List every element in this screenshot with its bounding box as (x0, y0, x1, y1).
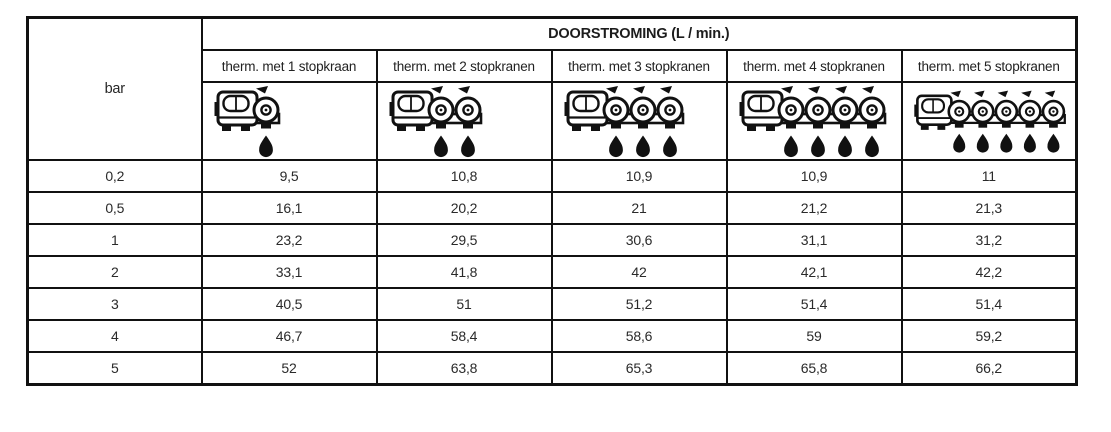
table-row-bar-1 (28, 224, 1077, 256)
flow-value: 42 (552, 256, 727, 288)
flow-value: 10,8 (377, 160, 552, 192)
column-header-therm-1: therm. met 1 stopkraan (202, 50, 377, 82)
flow-value: 52 (202, 352, 377, 385)
flow-value: 58,4 (377, 320, 552, 352)
flow-value: 29,5 (377, 224, 552, 256)
flow-value: 23,2 (202, 224, 377, 256)
thermostatic-valve-1-stopkraan-icon (213, 83, 376, 159)
flow-value: 51,4 (727, 288, 902, 320)
column-header-therm-2: therm. met 2 stopkranen (377, 50, 552, 82)
column-header-therm-4: therm. met 4 stopkranen (727, 50, 902, 82)
row-label: 0,2 (28, 160, 202, 192)
row-label: 0,5 (28, 192, 202, 224)
flow-value: 59,2 (902, 320, 1077, 352)
flow-value: 65,8 (727, 352, 902, 385)
table-row-bar-5 (28, 352, 1077, 385)
row-label: 5 (28, 352, 202, 385)
valve-image-cell-4 (727, 82, 902, 160)
valve-image-cell-5 (902, 82, 1077, 160)
thermostatic-valve-4-stopkranen-icon (738, 83, 901, 159)
thermostatic-valve-3-stopkranen-icon (563, 83, 726, 159)
flow-value: 40,5 (202, 288, 377, 320)
row-label: 1 (28, 224, 202, 256)
flow-value: 10,9 (552, 160, 727, 192)
column-header-therm-3: therm. met 3 stopkranen (552, 50, 727, 82)
valve-image-cell-1 (202, 82, 377, 160)
flow-value: 16,1 (202, 192, 377, 224)
flow-value: 31,2 (902, 224, 1077, 256)
bar-unit-cell (28, 18, 202, 161)
flow-value: 42,2 (902, 256, 1077, 288)
table-row-bar-2 (28, 256, 1077, 288)
thermostatic-valve-5-stopkranen-icon (913, 88, 1076, 154)
flow-value: 51,4 (902, 288, 1077, 320)
row-label: 4 (28, 320, 202, 352)
table-row-bar-3 (28, 288, 1077, 320)
flow-value: 42,1 (727, 256, 902, 288)
flow-value: 21,2 (727, 192, 902, 224)
flow-value: 59 (727, 320, 902, 352)
flow-value: 9,5 (202, 160, 377, 192)
table-title: DOORSTROMING (L / min.) (202, 18, 1077, 51)
valve-image-cell-3 (552, 82, 727, 160)
flow-rate-table (26, 16, 1078, 386)
flow-value: 31,1 (727, 224, 902, 256)
flow-value: 20,2 (377, 192, 552, 224)
flow-value: 51 (377, 288, 552, 320)
row-label: 2 (28, 256, 202, 288)
flow-value: 41,8 (377, 256, 552, 288)
flow-value: 46,7 (202, 320, 377, 352)
flow-value: 10,9 (727, 160, 902, 192)
bar-unit-label: bar (104, 81, 125, 97)
flow-value: 33,1 (202, 256, 377, 288)
table-row-bar-0-2 (28, 160, 1077, 192)
flow-value: 21 (552, 192, 727, 224)
table-row-bar-4 (28, 320, 1077, 352)
valve-image-cell-2 (377, 82, 552, 160)
flow-value: 11 (902, 160, 1077, 192)
thermostatic-valve-2-stopkranen-icon (388, 83, 551, 159)
table-row-bar-0-5 (28, 192, 1077, 224)
flow-value: 51,2 (552, 288, 727, 320)
column-header-therm-5: therm. met 5 stopkranen (902, 50, 1077, 82)
flow-value: 21,3 (902, 192, 1077, 224)
flow-value: 65,3 (552, 352, 727, 385)
flow-value: 58,6 (552, 320, 727, 352)
row-label: 3 (28, 288, 202, 320)
flow-value: 66,2 (902, 352, 1077, 385)
flow-value: 63,8 (377, 352, 552, 385)
flow-value: 30,6 (552, 224, 727, 256)
